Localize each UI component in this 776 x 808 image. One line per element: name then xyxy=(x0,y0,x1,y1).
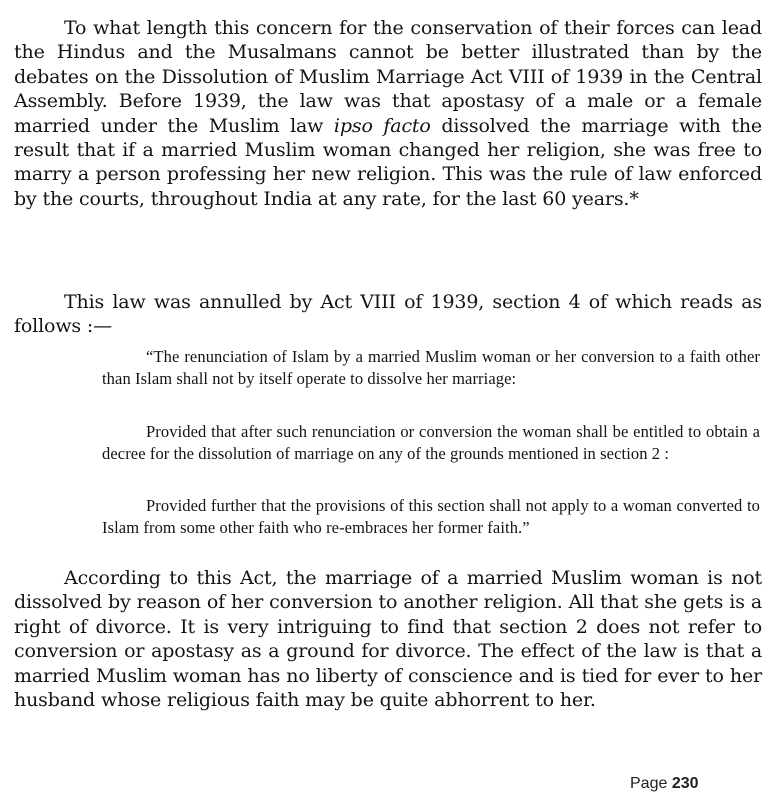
paragraph-1-italic-term: ipso facto xyxy=(333,114,431,137)
quote-paragraph: Provided further that the provisions of this section shall not apply to a woman converted to Islam from some other faith who re-embraces her former faith.” xyxy=(102,496,760,537)
paragraph-law-annulled: This law was annulled by Act VIII of 1939, section 4 of which reads as follows :— xyxy=(14,291,762,338)
page-label: Page xyxy=(630,775,668,792)
paragraph-1-text-start: To what length this concern for the conservation of their forces can lead the Hindus and the Musalmans cannot be better illustrated than by the debates on the Dissolution of Muslim Marriage Act VIII of 1939 in the Central Assembly. Before 1939, the law was that apostasy of a male or a female married under the Muslim law xyxy=(14,17,762,137)
quote-paragraph: “The renunciation of Islam by a married Muslim woman or her conversion to a faith other than Islam shall not by itself operate to dissolve her marriage: xyxy=(102,347,760,388)
page-number: 230 xyxy=(671,775,699,792)
paragraph-conservation-of-forces xyxy=(14,16,762,211)
paragraph-effect-of-act: According to this Act, the marriage of a married Muslim woman is not dissolved by reason of her conversion to another religion. All that she gets is a right of divorce. It is very intriguing to find that section 2 does not refer to conversion or apostasy as a ground for divorce. The effect of the law is that a married Muslim woman has no liberty of conscience and is tied for ever to her husband whose religious faith may be quite abhorrent to her. xyxy=(14,567,762,712)
page-number-footer xyxy=(630,775,699,793)
quote-paragraph: Provided that after such renunciation or conversion the woman shall be entitled to obtain a decree for the dissolution of marriage on any of the grounds mentioned in section 2 : xyxy=(102,422,760,463)
paragraph-1-text-end: dissolved the marriage with the result that if a married Muslim woman changed her religion, she was free to marry a person professing her new religion. This was the rule of law enforced by the courts, throughout India at any rate, for the last 60 years.* xyxy=(14,114,762,210)
